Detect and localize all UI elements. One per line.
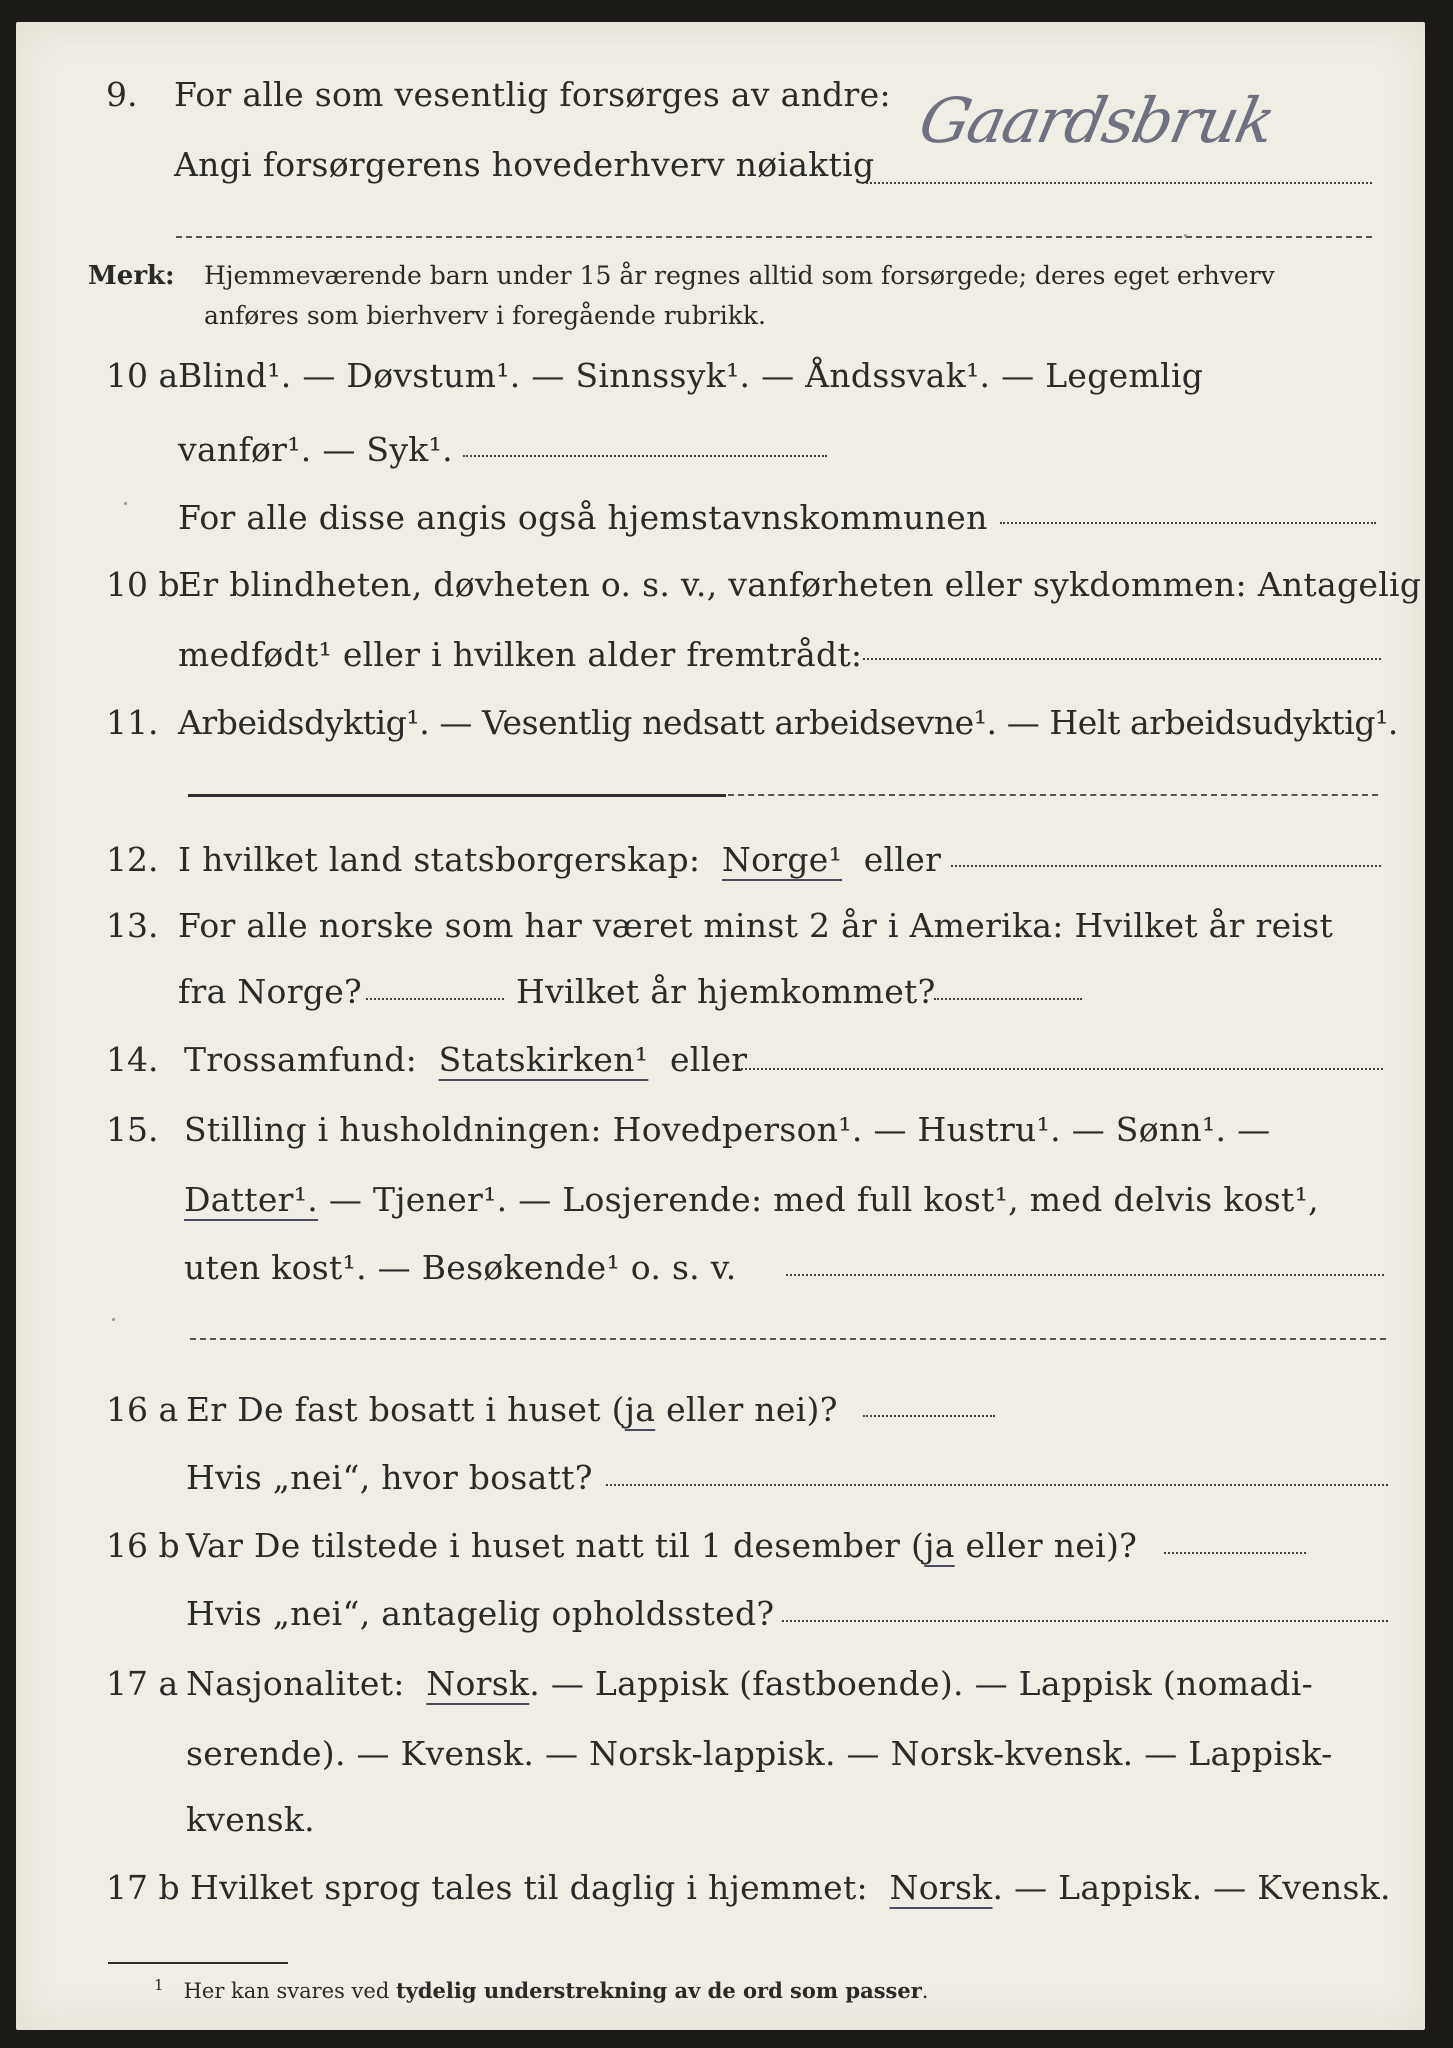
footnote-text: Her kan svares ved (183, 1979, 396, 2003)
question-number: 15. (106, 1110, 159, 1149)
answer-line (606, 1484, 1388, 1486)
question-12 (16, 832, 1425, 888)
answer-line (463, 455, 827, 457)
underlined-option: Norge¹ (721, 840, 843, 879)
note-text: anføres som bierhverv i foregående rubrikk. (204, 301, 766, 330)
note-text: Hjemmeværende barn under 15 år regnes alltid som forsørgede; deres eget erhverv (204, 261, 1275, 290)
question-text (184, 1172, 1319, 1228)
question-text (178, 832, 941, 888)
answer-line (188, 794, 726, 797)
question-prefix: Var De tilstede i huset natt til 1 desember ( (186, 1526, 925, 1565)
footnote-text-end: . (921, 1979, 929, 2003)
question-number: 12. (106, 840, 159, 879)
question-prefix: Hvilket sprog tales til daglig i hjemmet: (190, 1868, 868, 1907)
question-suffix: . — Lappisk (fastboende). — Lappisk (nomadi- (529, 1664, 1314, 1703)
question-15-line2 (16, 1172, 1425, 1228)
answer-line (782, 1620, 1388, 1622)
question-suffix: eller (669, 1040, 748, 1079)
question-text: vanfør¹. — Syk¹. (178, 430, 453, 469)
answer-line (862, 182, 1372, 184)
question-text-rest: — Tjener¹. — Losjerende: med full kost¹, med delvis kost¹, (328, 1180, 1319, 1219)
question-text: Hvis „nei“, hvor bosatt? (186, 1458, 593, 1497)
question-prefix: I hvilket land statsborgerskap: (178, 840, 701, 879)
question-17b (16, 1860, 1425, 1916)
question-text (190, 1860, 1391, 1916)
question-9-line2 (16, 137, 1425, 193)
question-16a-line2 (16, 1450, 1425, 1506)
answer-line (738, 1068, 1383, 1070)
footnote-mark: 1 (154, 1976, 164, 1994)
question-text: Hvilket år hjemkommet? (516, 972, 936, 1011)
paper-speck (1184, 234, 1187, 237)
question-prefix: Nasjonalitet: (186, 1664, 405, 1703)
question-17a (16, 1656, 1425, 1712)
underlined-option: ja (624, 1390, 656, 1429)
question-number: 16 a (106, 1390, 179, 1429)
question-14 (16, 1032, 1425, 1088)
question-15-line3 (16, 1240, 1425, 1296)
question-suffix: eller nei)? (655, 1390, 838, 1429)
question-text: Er blindheten, døvheten o. s. v., vanførheten eller sykdommen: Antagelig (178, 565, 1422, 604)
question-17a-line3 (16, 1792, 1425, 1848)
question-17a-line2 (16, 1726, 1425, 1782)
underlined-option: Datter¹. (184, 1180, 319, 1219)
census-form-page (16, 22, 1425, 2030)
question-suffix: eller nei)? (954, 1526, 1138, 1565)
note-block (16, 254, 1425, 344)
answer-line (951, 865, 1381, 867)
question-15 (16, 1102, 1425, 1158)
question-10a-line3 (16, 490, 1425, 546)
question-text: For alle disse angis også hjemstavnskommunen (178, 498, 988, 537)
paper-speck (112, 1318, 115, 1321)
paper-speck (124, 502, 127, 505)
question-number: 17 b (106, 1868, 180, 1907)
question-text: uten kost¹. — Besøkende¹ o. s. v. (184, 1248, 737, 1287)
question-prefix: Er De fast bosatt i huset ( (186, 1390, 625, 1429)
question-suffix: . — Lappisk. — Kvensk. (992, 1868, 1391, 1907)
footnote-emphasis: tydelig understrekning av de ord som passer (395, 1978, 922, 2003)
footnote-divider (108, 1962, 288, 1964)
question-number: 17 a (106, 1664, 179, 1703)
question-10a-line2 (16, 422, 1425, 478)
question-number: 10 b (106, 565, 180, 604)
question-text: For alle norske som har været minst 2 år i Amerika: Hvilket år reist (178, 906, 1334, 945)
answer-line (1164, 1552, 1306, 1554)
question-text: Arbeidsdyktig¹. — Vesentlig nedsatt arbeidsevne¹. — Helt arbeidsudyktig¹. (178, 703, 1399, 742)
footnote (154, 1976, 928, 2003)
question-10a (16, 348, 1425, 404)
answer-line (366, 998, 504, 1000)
question-text (186, 1518, 1137, 1574)
question-13 (16, 898, 1425, 954)
question-text (186, 1656, 1313, 1712)
answer-line (1000, 522, 1376, 524)
question-number: 10 a (106, 356, 179, 395)
answer-line (934, 998, 1082, 1000)
question-number: 16 b (106, 1526, 180, 1565)
question-text: fra Norge? (178, 972, 363, 1011)
question-text: medfødt¹ eller i hvilken alder fremtrådt: (178, 635, 863, 674)
question-16a (16, 1382, 1425, 1438)
answer-line (176, 236, 1372, 238)
question-number: 13. (106, 906, 159, 945)
question-text: Angi forsørgerens hovederhverv nøiaktig (174, 145, 875, 184)
question-suffix: eller (863, 840, 942, 879)
question-number: 9. (106, 75, 138, 114)
question-prefix: Trossamfund: (184, 1040, 418, 1079)
underlined-option: Norsk (889, 1868, 993, 1907)
question-text: kvensk. (186, 1800, 315, 1839)
question-text: Hvis „nei“, antagelig opholdssted? (186, 1594, 775, 1633)
question-11 (16, 695, 1425, 751)
question-number: 11. (106, 703, 159, 742)
answer-line (863, 1415, 995, 1417)
answer-line (786, 1274, 1384, 1276)
question-text (186, 1382, 838, 1438)
question-16b (16, 1518, 1425, 1574)
question-text: Stilling i husholdningen: Hovedperson¹. — Hustru¹. — Sønn¹. — (184, 1110, 1271, 1149)
underlined-option: Statskirken¹ (438, 1040, 649, 1079)
question-text: serende). — Kvensk. — Norsk-lappisk. — Norsk-kvensk. — Lappisk- (186, 1734, 1333, 1773)
question-13-line2 (16, 964, 1425, 1020)
note-label: Merk: (88, 261, 175, 291)
question-number: 14. (106, 1040, 159, 1079)
question-text (184, 1032, 747, 1088)
question-10b (16, 557, 1425, 613)
underlined-option: Norsk (426, 1664, 530, 1703)
question-text: Blind¹. — Døvstum¹. — Sinnssyk¹. — Åndssvak¹. — Legemlig (178, 356, 1204, 395)
question-16b-line2 (16, 1586, 1425, 1642)
answer-line (728, 794, 1378, 796)
answer-line (190, 1338, 1386, 1340)
question-10b-line2 (16, 627, 1425, 683)
handwritten-answer-occupation: Gaardsbruk (913, 84, 1281, 157)
question-text: For alle som vesentlig forsørges av andre: (174, 75, 891, 114)
underlined-option: ja (924, 1526, 955, 1565)
answer-line (863, 658, 1381, 660)
